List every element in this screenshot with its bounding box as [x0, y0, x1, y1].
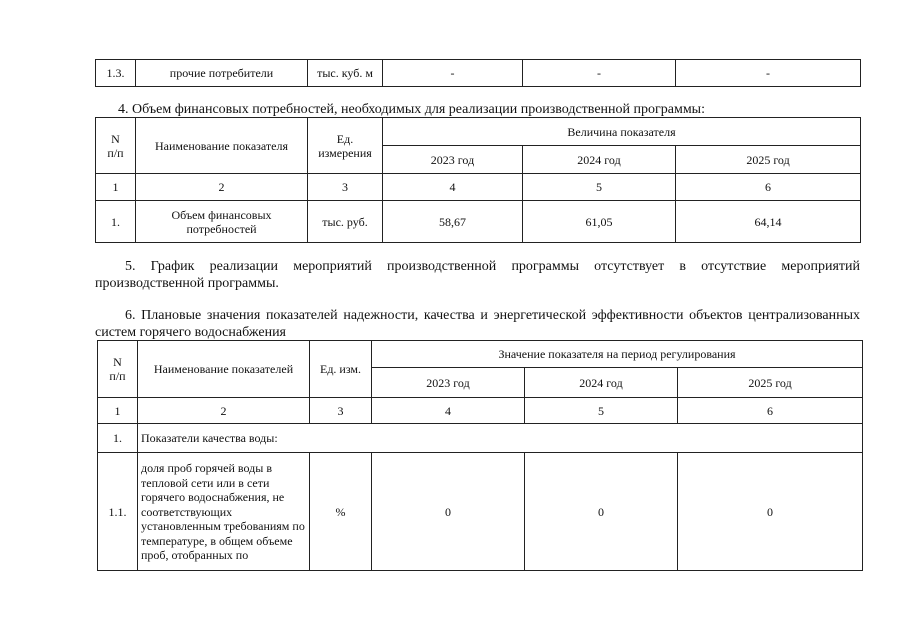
row-value-2023: 58,67 [383, 201, 523, 243]
index-cell: 6 [678, 398, 863, 424]
row-number: 1.1. [98, 453, 138, 571]
index-cell: 6 [676, 174, 861, 201]
row-value-2023: - [383, 60, 523, 87]
table-row [98, 453, 863, 571]
header-number: N п/п [98, 341, 138, 398]
index-cell: 5 [523, 174, 676, 201]
index-cell: 1 [96, 174, 136, 201]
group-number: 1. [98, 424, 138, 453]
header-year-2025: 2025 год [678, 368, 863, 398]
row-unit: тыс. руб. [308, 201, 383, 243]
group-label: Показатели качества воды: [138, 424, 863, 453]
index-row [96, 174, 861, 201]
row-number: 1.3. [96, 60, 136, 87]
section-5-paragraph: 5. График реализации мероприятий производственной программы отсутствует в отсутствие мероприятий производственной программы. [95, 259, 860, 291]
row-value-2024: 0 [525, 453, 678, 571]
header-name: Наименование показателя [136, 118, 308, 174]
header-number: N п/п [96, 118, 136, 174]
index-row [98, 398, 863, 424]
table-row [96, 201, 861, 243]
table-row [96, 60, 861, 87]
header-year-2023: 2023 год [383, 146, 523, 174]
row-name: прочие потребители [136, 60, 308, 87]
section-6-paragraph: 6. Плановые значения показателей надежности, качества и энергетической эффективности объектов централизованных систем горячего водоснабжения [95, 308, 860, 340]
index-cell: 2 [136, 174, 308, 201]
index-cell: 3 [308, 174, 383, 201]
index-cell: 5 [525, 398, 678, 424]
header-unit: Ед. измерения [308, 118, 383, 174]
index-cell: 3 [310, 398, 372, 424]
group-row [98, 424, 863, 453]
row-unit: % [310, 453, 372, 571]
row-name: доля проб горячей воды в тепловой сети или в сети горячего водоснабжения, не соответствующих установленным требованиям по температуре, в общем объеме проб, отобранных по [138, 453, 310, 571]
index-cell: 4 [372, 398, 525, 424]
financial-needs-table [95, 117, 861, 243]
row-value-2023: 0 [372, 453, 525, 571]
index-cell: 2 [138, 398, 310, 424]
row-value-2024: 61,05 [523, 201, 676, 243]
water-volume-table-tail [95, 59, 861, 87]
row-number: 1. [96, 201, 136, 243]
row-value-2025: - [676, 60, 861, 87]
row-value-2025: 64,14 [676, 201, 861, 243]
index-cell: 4 [383, 174, 523, 201]
reliability-indicators-table [97, 340, 863, 571]
header-value: Значение показателя на период регулирования [372, 341, 863, 368]
index-cell: 1 [98, 398, 138, 424]
header-year-2023: 2023 год [372, 368, 525, 398]
row-name: Объем финансовых потребностей [136, 201, 308, 243]
header-unit: Ед. изм. [310, 341, 372, 398]
section-4-heading: 4. Объем финансовых потребностей, необходимых для реализации производственной программы: [118, 102, 705, 117]
row-value-2025: 0 [678, 453, 863, 571]
row-value-2024: - [523, 60, 676, 87]
header-year-2025: 2025 год [676, 146, 861, 174]
header-year-2024: 2024 год [523, 146, 676, 174]
header-name: Наименование показателей [138, 341, 310, 398]
row-unit: тыс. куб. м [308, 60, 383, 87]
header-value: Величина показателя [383, 118, 861, 146]
header-year-2024: 2024 год [525, 368, 678, 398]
